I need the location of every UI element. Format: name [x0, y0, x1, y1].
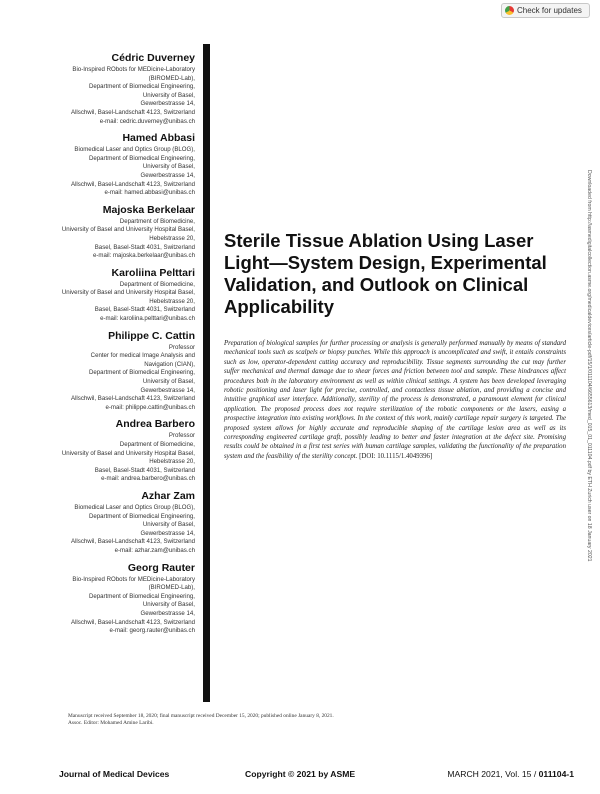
author-name: Karoliina Pelttari [111, 266, 195, 279]
author-name: Andrea Barbero [115, 418, 195, 431]
author-list [40, 52, 195, 642]
issue-date: MARCH 2021, Vol. 15 / [447, 769, 537, 779]
author-affiliation: Bio-Inspired RObots for MEDicine-Laboratory (BIROMED-Lab), Department of Biomedical Engineering, University of Basel, Gewerbestrasse 14, Allschwil, Basel-Landschaft 4123, Switzerland e-mail: georg.rauter@unibas.ch [71, 575, 195, 635]
author-affiliation: Professor Department of Biomedicine, University of Basel and University Hospital Basel, Hebelstrasse 20, Basel, Basel-Stadt 4031, Switzerland e-mail: andrea.barbero@unibas.ch [61, 432, 195, 483]
author-affiliation: Department of Biomedicine, University of Basel and University Hospital Basel, Hebelstrasse 20, Basel, Basel-Stadt 4031, Switzerland e-mail: karoliina.pelttari@unibas.ch [61, 280, 195, 323]
author-block [40, 562, 195, 636]
check-for-updates-badge[interactable] [501, 3, 590, 18]
author-block [40, 267, 195, 324]
author-name: Hamed Abbasi [122, 132, 195, 145]
author-name: Cédric Duverney [111, 52, 195, 64]
author-affiliation: Bio-Inspired RObots for MEDicine-Laboratory (BIROMED-Lab), Department of Biomedical Engineering, University of Basel, Gewerbestrasse 14, Allschwil, Basel-Landschaft 4123, Switzerland e-mail: cedric.duverney@unibas.ch [71, 66, 195, 125]
vertical-divider [203, 44, 210, 702]
author-block [40, 418, 195, 484]
author-affiliation: Department of Biomedicine, University of Basel and University Hospital Basel, Hebelstrasse 20, Basel, Basel-Stadt 4031, Switzerland e-mail: majoska.berkelaar@unibas.ch [61, 217, 195, 260]
author-affiliation: Biomedical Laser and Optics Group (BLOG), Department of Biomedical Engineering, University of Basel, Gewerbestrasse 14, Allschwil, Basel-Landschaft 4123, Switzerland e-mail: hamed.abbasi@unibas.ch [71, 146, 195, 197]
author-affiliation: Biomedical Laser and Optics Group (BLOG), Department of Biomedical Engineering, University of Basel, Gewerbestrasse 14, Allschwil, Basel-Landschaft 4123, Switzerland e-mail: azhar.zam@unibas.ch [71, 503, 195, 554]
download-notice: Downloaded from http://asmedigitalcollection.asme.org/medicaldevices/article-pdf/15/1/011104/6655613/med_015_01_011104.pdf by ETH Zurich user on 18 January 2021 [586, 170, 592, 562]
manuscript-footnote: Manuscript received September 18, 2020; final manuscript received December 15, 2020; published online January 8, 2021. Assoc. Editor: Mohamed Amine Laribi. [68, 713, 334, 727]
author-name: Georg Rauter [127, 561, 195, 574]
author-name: Azhar Zam [141, 489, 195, 502]
page-footer [59, 769, 574, 781]
issue-info [447, 769, 574, 779]
author-name: Philippe C. Cattin [108, 329, 195, 342]
author-block [40, 204, 195, 261]
author-block [40, 52, 195, 126]
copyright-notice: Copyright © 2021 by ASME [245, 769, 356, 779]
author-block [40, 490, 195, 556]
journal-name: Journal of Medical Devices [59, 769, 170, 779]
abstract-text: Preparation of biological samples for further processing or analysis is generally performed manually by means of standard mechanical tools such as scalpels or biopsy punches. While this approach is uncomplicated and swift, it entails constraints such as low, operator-dependent cutting accuracy and reproducibility. Tissue segments surrounding the cut may further suffer mechanical and thermal damage due to shear forces and friction between tool and sample. These hindrances affect procedures both in the laboratory environment as well as within clinical settings. A system has been developed leveraging robotic positioning and laser light for precise, controlled, and contactless tissue ablation, and providing a concise and intuitive graphical user interface. Additionally, sterility of the process is demonstrated, a paramount element for clinical application. The proposed process does not require sterilization of the robotic components or the lasers, easing a prospective integration into existing workflows. In the context of this work, mainly cartilage repair surgery is targeted. The proposed system allows for highly accurate and reproducible shaping of the cartilage lesion area as well as its corresponding engineered cartilage graft, possibly leading to better and faster integration at the defect site. Promising results could be obtained in a first test series with human cartilage samples, validating the functionality of the preparation system and the feasibility of the sterility concept. [224, 340, 566, 460]
author-block [40, 330, 195, 413]
author-affiliation: Professor Center for medical Image Analysis and Navigation (CIAN), Department of Biomedical Engineering, University of Basel, Gewerbestrasse 14, Allschwil, Basel-Landschaft 4123, Switzerland e-mail: philippe.cattin@unibas.ch [71, 343, 195, 411]
crossmark-icon [505, 6, 514, 15]
doi-link[interactable]: [DOI: 10.1115/1.4049396] [359, 452, 433, 460]
abstract [224, 339, 566, 461]
author-block [40, 132, 195, 198]
paper-title: Sterile Tissue Ablation Using Laser Light—System Design, Experimental Validation, and Outlook on Clinical Applicability [224, 230, 547, 317]
page-number: 011104-1 [538, 769, 574, 779]
check-for-updates-label: Check for updates [517, 6, 582, 15]
author-name: Majoska Berkelaar [102, 203, 195, 216]
